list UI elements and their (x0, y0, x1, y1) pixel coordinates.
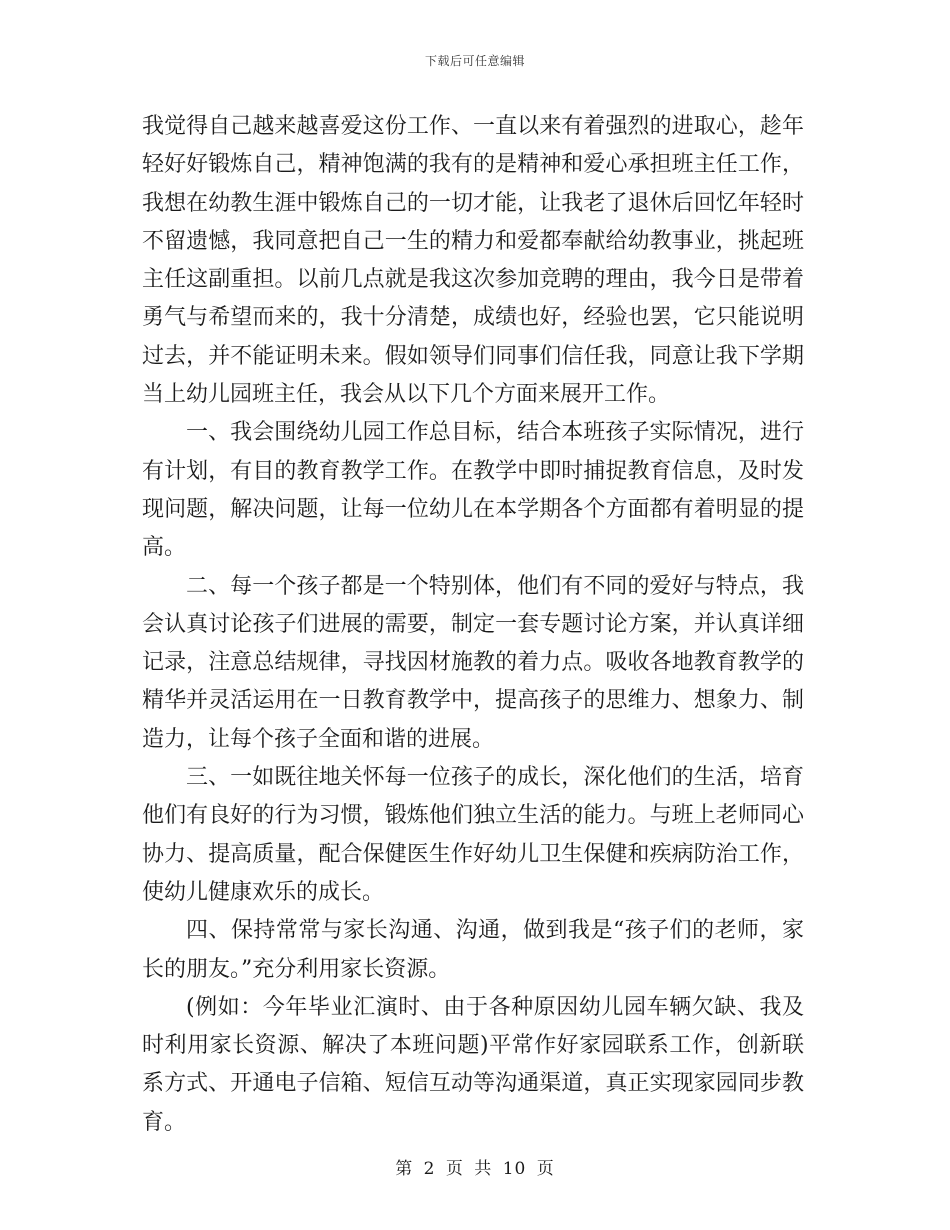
paragraph-point-1: 一、我会围绕幼儿园工作总目标，结合本班孩子实际情况，进行有计划，有目的教育教学工作。在教学中即时捕捉教育信息，及时发现问题，解决问题，让每一位幼儿在本学期各个方面都有着明显的提高。 (142, 420, 804, 561)
paragraph-example: (例如：今年毕业汇演时、由于各种原因幼儿园车辆欠缺、我及时利用家长资源、解决了本班问题)平常作好家园联系工作，创新联系方式、开通电子信箱、短信互动等沟通渠道，真正实现家园同步教育。 (142, 994, 804, 1135)
page-header-note: 下载后可任意编辑 (424, 54, 525, 68)
paragraph-point-2: 二、每一个孩子都是一个特别体，他们有不同的爱好与特点，我会认真讨论孩子们进展的需要，制定一套专题讨论方案，并认真详细记录，注意总结规律，寻找因材施教的着力点。吸收各地教育教学的精华并灵活运用在一日教育教学中，提高孩子的思维力、想象力、制造力，让每个孩子全面和谐的进展。 (142, 573, 804, 752)
paragraph-intro: 我觉得自己越来越喜爱这份工作、一直以来有着强烈的进取心，趁年轻好好锻炼自己，精神饱满的我有的是精神和爱心承担班主任工作，我想在幼教生涯中锻炼自己的一切才能，让我老了退休后回忆年轻时不留遗憾，我同意把自己一生的精力和爱都奉献给幼教事业，挑起班主任这副重担。以前几点就是我这次参加竞聘的理由，我今日是带着勇气与希望而来的，我十分清楚，成绩也好，经验也罢，它只能说明过去，并不能证明未来。假如领导们同事们信任我，同意让我下学期当上幼儿园班主任，我会从以下几个方面来展开工作。 (142, 114, 804, 408)
paragraph-point-3: 三、一如既往地关怀每一位孩子的成长，深化他们的生活，培育他们有良好的行为习惯，锻炼他们独立生活的能力。与班上老师同心协力、提高质量，配合保健医生作好幼儿卫生保健和疾病防治工作，使幼儿健康欢乐的成长。 (142, 765, 804, 905)
document-body (142, 108, 804, 1142)
page-number-footer (0, 1154, 950, 1179)
page-number-label: 第 2 页 共 10 页 (395, 1159, 555, 1179)
paragraph-point-4: 四、保持常常与家长沟通、沟通，做到我是“孩子们的老师，家长的朋友。”充分利用家长资源。 (142, 918, 804, 982)
